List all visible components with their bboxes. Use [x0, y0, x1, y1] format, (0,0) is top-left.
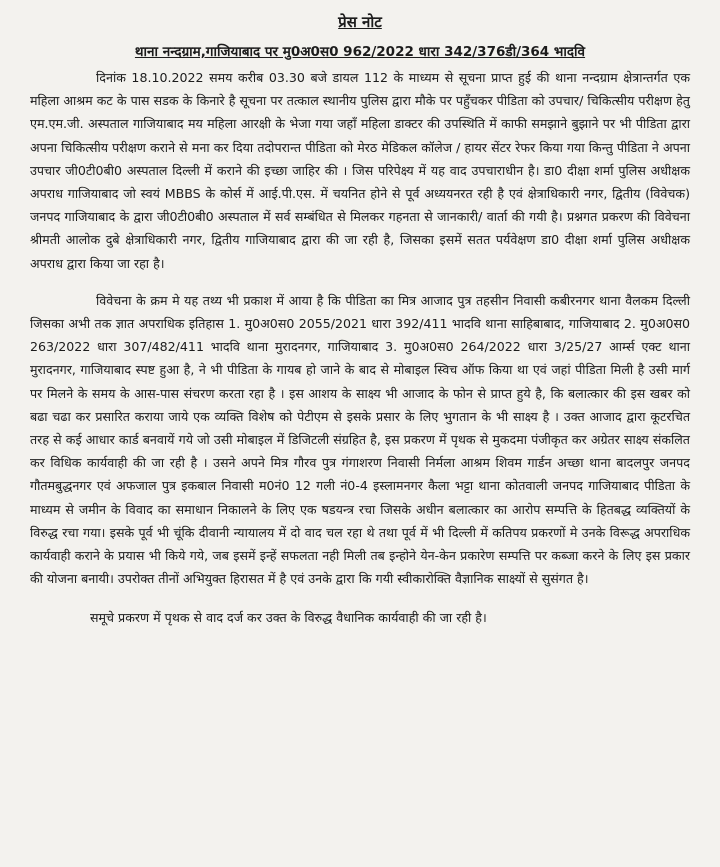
case-subtitle: थाना नन्दग्राम,गाजियाबाद पर मु0अ0स0 962/2022 धारा 342/376डी/364 भादवि — [134, 44, 586, 60]
paragraph-gap — [30, 590, 690, 606]
paragraph-investigation: विवेचना के क्रम मे यह तथ्य भी प्रकाश में आया है कि पीडिता का मित्र आजाद पुत्र तहसीन निवासी कबीरनगर थाना वैलकम दिल्ली जिसका अभी तक ज्ञात अपराधिक इतिहास 1. मु0अ0स0 2055/2021 धारा 392/411 भादवि थाना साहिबाबाद, गाजियाबाद 2. मु0अ0स0 263/2022 धारा 307/482/411 भादवि थाना मुरादनगर, गाजियाबाद 3. मु0अ0स0 264/2022 धारा 3/25/27 आर्म्स एक्ट थाना मुरादनगर, गाजियाबाद स्पष्ट हुआ है, ने भी पीडिता के गायब हो जाने के बाद से मोबाइल स्विच ऑफ किया था एवं जहां पीडिता मिली है उसी मार्ग पर मिलने के समय के आस-पास संचरण करता रहा है । इस आशय के साक्ष्य भी आजाद के फोन से प्राप्त हुये है, कि बलात्कार की इस खबर को बढा चढा कर प्रसारित कराया जाये एक व्यक्ति विशेष को पेटीएम से इसके प्रसार के लिए भुगतान के भी साक्ष्य है । उक्त आजाद द्वारा कूटरचित तरह से कई आधार कार्ड बनवायें गये जो उसी मोबाइल में डिजिटली संग्रहित है, इस प्रकरण में पृथक से मुकदमा पंजीकृत कर अग्रेतर साक्ष्य संकलित कर विधिक कार्यवाही की जा रही है । उसने अपने मित्र गौरव पुत्र गंगाशरण निवासी निर्मला आश्रम शिवम गार्डन अच्छा थाना बादलपुर जनपद गौतमबुद्धनगर एवं अफजाल पुत्र इकबाल निवासी म0नं0 12 गली नं0-4 इस्लामनगर कैला भट्टा थाना कोतवाली जनपद गाजियाबाद पीडिता के माध्यम से जमीन के विवाद का समाधान निकालने के लिए एक षडयन्त्र रचा जिसके अधीन बलात्कार का आरोप सम्पत्ति के हितबद्ध व्यक्तियों के विरुद्ध रचा गया। इसके पूर्व भी चूंकि दीवानी न्यायालय में दो वाद चल रहा थे तथा पूर्व में भी दिल्ली में कतिपय प्रकरणों मे उनके विरूद्ध अपराधिक कार्यवाही कराने के प्रयास भी किये गये, जब इसमें इन्हें सफलता नही मिली तब इन्होने येन-केन प्रकारेण सम्पत्ति पर कब्जा करने के लिए इस प्रकार की योजना बनायी। उपरोक्त तीनों अभियुक्त हिरासत में है एवं उनके द्वारा कि गयी स्वीकारोक्ति वैज्ञानिक साक्ष्यों से सुसंगत है। — [30, 292, 690, 587]
paragraph-incident: दिनांक 18.10.2022 समय करीब 03.30 बजे डायल 112 के माध्यम से सूचना प्राप्त हुई की थाना नन्दग्राम क्षेत्रान्तर्गत एक महिला आश्रम कट के पास सडक के किनारे है सूचना पर तत्काल स्थानीय पुलिस द्वारा मौके पर पहुँचकर पीडिता को उपचार/ चिकित्सीय परीक्षण हेतु एम.एम.जी. अस्पताल गाजियाबाद मय महिला आरक्षी के भेजा गया जहाँ महिला डाक्टर की उपस्थिति में काफी समझाने बुझाने पर भी पीडिता द्वारा अपना चिकित्सीय परीक्षण कराने से मना कर दिया तदोपरान्त पीडिता को मेरठ मेडिकल कॉलेज / हायर सेंटर रेफर किया गया किन्तु पीडिता ने अपना उपचार जी0टी0बी0 अस्पताल दिल्ली में कराने की इच्छा जाहिर की । जिस परिपेक्ष्य में यह वाद उपचाराधीन है। डा0 दीक्षा शर्मा पुलिस अधीक्षक अपराध गाजियाबाद जो स्वयं MBBS के कोर्स में आई.पी.एस. में चयनित होने से पूर्व अध्ययनरत रही है एवं क्षेत्राधिकारी नगर, द्वितीय (विवेचक) जनपद गाजियाबाद के द्वारा जी0टी0बी0 अस्पताल में सर्व सम्बंधित से मिलकर गहनता से जानकारी/ वार्ता की गयी है। प्रश्नगत प्रकरण की विवेचना श्रीमती आलोक दुबे क्षेत्राधिकारी नगर, द्वितीय गाजियाबाद द्वारा की जा रही है, जिसका इसमें सतत पर्यवेक्षण डा0 दीक्षा शर्मा पुलिस अधीक्षक अपराध द्वारा किया जा रहा है। — [30, 70, 690, 271]
paragraph-gap — [30, 275, 690, 289]
paragraph-closing: समूचे प्रकरण में पृथक से वाद दर्ज कर उक्त के विरुद्ध वैधानिक कार्यवाही की जा रही है। — [90, 610, 487, 626]
document-title: प्रेस नोट — [338, 13, 382, 31]
